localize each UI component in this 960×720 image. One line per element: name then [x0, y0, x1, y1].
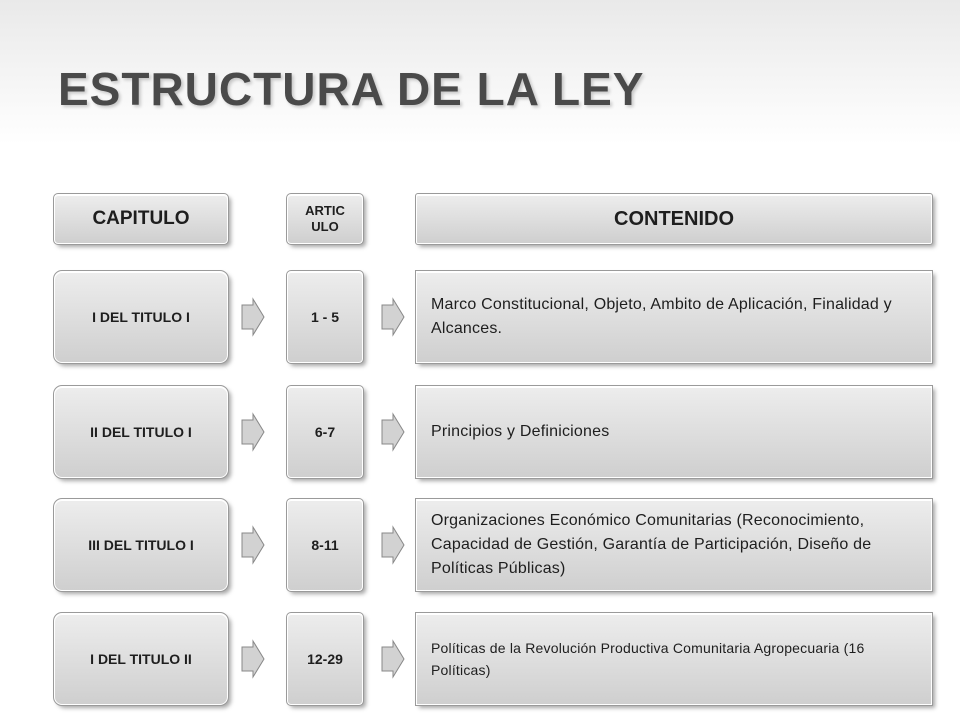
header-capitulo: CAPITULO	[54, 194, 228, 244]
page-title: ESTRUCTURA DE LA LEY	[58, 63, 645, 115]
arrow-right-icon	[241, 412, 265, 452]
arrow-right-icon	[381, 525, 405, 565]
arrow-right-icon	[241, 639, 265, 679]
articulo-box-2: 6-7	[287, 386, 363, 478]
capitulo-box-1: I DEL TITULO I	[54, 271, 228, 363]
arrow-right-icon	[381, 297, 405, 337]
arrow-right-icon	[241, 525, 265, 565]
capitulo-box-4: I DEL TITULO II	[54, 613, 228, 705]
arrow-right-icon	[241, 297, 265, 337]
header-articulo	[287, 194, 363, 244]
capitulo-box-2: II DEL TITULO I	[54, 386, 228, 478]
contenido-box-3: Organizaciones Económico Comunitarias (Reconocimiento, Capacidad de Gestión, Garantía de Participación, Diseño de Políticas Públicas)	[416, 499, 932, 591]
articulo-box-3: 8-11	[287, 499, 363, 591]
header-contenido: CONTENIDO	[416, 194, 932, 244]
articulo-box-1: 1 - 5	[287, 271, 363, 363]
arrow-right-icon	[381, 412, 405, 452]
contenido-box-4: Políticas de la Revolución Productiva Comunitaria Agropecuaria (16 Políticas)	[416, 613, 932, 705]
articulo-box-4: 12-29	[287, 613, 363, 705]
capitulo-box-3: III DEL TITULO I	[54, 499, 228, 591]
arrow-right-icon	[381, 639, 405, 679]
contenido-box-1: Marco Constitucional, Objeto, Ambito de Aplicación, Finalidad y Alcances.	[416, 271, 932, 363]
contenido-box-2: Principios y Definiciones	[416, 386, 932, 478]
header-articulo-label: ARTIC ULO	[305, 203, 345, 234]
